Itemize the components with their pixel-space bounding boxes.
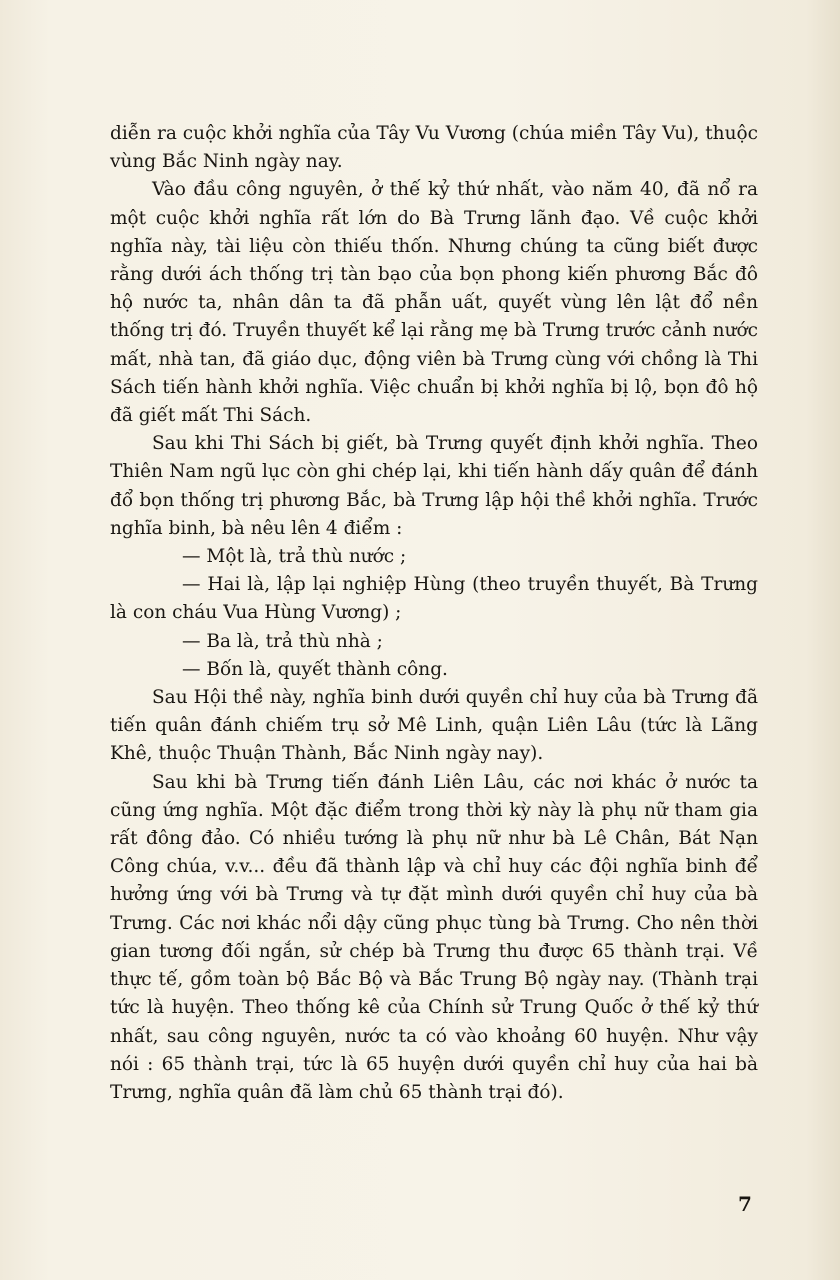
paragraph: diễn ra cuộc khởi nghĩa của Tây Vu Vương (chúa miền Tây Vu), thuộc vùng Bắc Ninh ngày nay. — [110, 123, 758, 173]
paragraph: Vào đầu công nguyên, ở thế kỷ thứ nhất, vào năm 40, đã nổ ra một cuộc khởi nghĩa rất lớn do Bà Trưng lãnh đạo. Về cuộc khởi nghĩa này, tài liệu còn thiếu thốn. Nhưng chúng ta cũng biết được rằng dưới ách thống trị tàn bạo của bọn phong kiến phương Bắc đô hộ nước ta, nhân dân ta đã phẫn uất, quyết vùng lên lật đổ nền thống trị đó. Truyền thuyết kể lại rằng mẹ bà Trưng trước cảnh nước mất, nhà tan, đã giáo dục, động viên bà Trưng cùng với chồng là Thi Sách tiến hành khởi nghĩa. Việc chuẩn bị khởi nghĩa bị lộ, bọn đô hộ đã giết mất Thi Sách. — [110, 179, 758, 427]
paragraph: Sau khi Thi Sách bị giết, bà Trưng quyết định khởi nghĩa. Theo Thiên Nam ngũ lục còn ghi chép lại, khi tiến hành dấy quân để đánh đổ bọn thống trị phương Bắc, bà Trưng lập hội thề khởi nghĩa. Trước nghĩa binh, bà nêu lên 4 điểm : — [110, 433, 758, 539]
paragraph: Sau khi bà Trưng tiến đánh Liên Lâu, các nơi khác ở nước ta cũng ứng nghĩa. Một đặc điểm trong thời kỳ này là phụ nữ tham gia rất đông đảo. Có nhiều tướng là phụ nữ như bà Lê Chân, Bát Nạn Công chúa, v.v... đều đã thành lập và chỉ huy các đội nghĩa binh để hưởng ứng với bà Trưng và tự đặt mình dưới quyền chỉ huy của bà Trưng. Các nơi khác nổi dậy cũng phục tùng bà Trưng. Cho nên thời gian tương đối ngắn, sử chép bà Trưng thu được 65 thành trại. Về thực tế, gồm toàn bộ Bắc Bộ và Bắc Trung Bộ ngày nay. (Thành trại tức là huyện. Theo thống kê của Chính sử Trung Quốc ở thế kỷ thứ nhất, sau công nguyên, nước ta có vào khoảng 60 huyện. Như vậy nói : 65 thành trại, tức là 65 huyện dưới quyền chỉ huy của hai bà Trưng, nghĩa quân đã làm chủ 65 thành trại đó). — [110, 771, 758, 1103]
list-item: — Một là, trả thù nước ; — [182, 546, 407, 568]
list-item: — Ba là, trả thù nhà ; — [182, 630, 383, 652]
list-item: — Bốn là, quyết thành công. — [182, 658, 448, 680]
body-text — [110, 120, 758, 1107]
page-number: 7 — [738, 1192, 752, 1216]
paragraph: Sau Hội thề này, nghĩa binh dưới quyền chỉ huy của bà Trưng đã tiến quân đánh chiếm trụ sở Mê Linh, quận Liên Lâu (tức là Lãng Khê, thuộc Thuận Thành, Bắc Ninh ngày nay). — [110, 687, 758, 765]
list-item: — Hai là, lập lại nghiệp Hùng (theo truyền thuyết, Bà Trưng là con cháu Vua Hùng Vương) ; — [110, 574, 758, 624]
